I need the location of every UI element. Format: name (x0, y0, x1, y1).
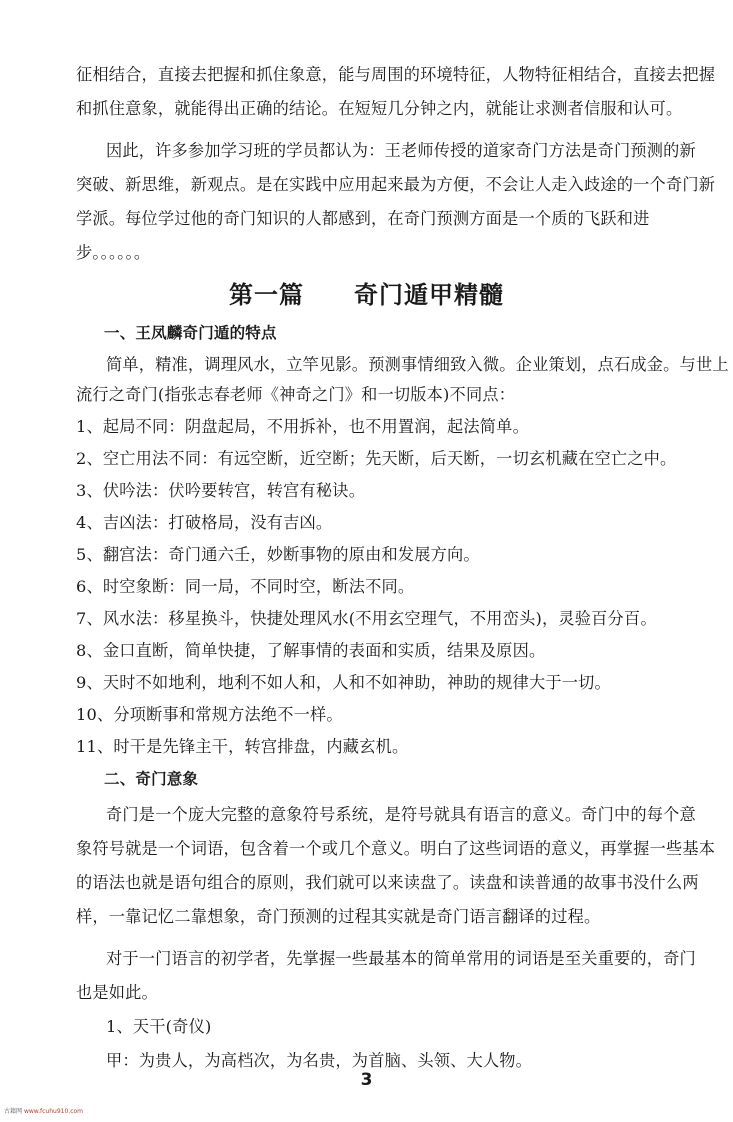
section-line: 甲：为贵人，为高档次，为名贵，为首脑、头领、大人物。 (106, 1051, 533, 1070)
intro-line: 因此，许多参加学习班的学员都认为：王老师传授的道家奇门方法是奇门预测的新 (106, 141, 696, 160)
list-item: 10、分项断事和常规方法绝不一样。 (76, 705, 343, 724)
list-item: 1、起局不同：阴盘起局，不用拆补，也不用置润，起法简单。 (76, 417, 529, 436)
section-line: 对于一门语言的初学者，先掌握一些最基本的简单常用的词语是至关重要的，奇门 (106, 949, 696, 968)
list-item: 5、翻宫法：奇门通六壬，妙断事物的原由和发展方向。 (76, 545, 480, 564)
list-item: 7、风水法：移星换斗，快捷处理风水(不用玄空理气，不用峦头)，灵验百分百。 (76, 609, 657, 628)
list-item: 11、时干是先锋主干，转宫排盘，内藏玄机。 (76, 737, 409, 756)
list-item: 2、空亡用法不同：有远空断，近空断；先天断，后天断，一切玄机藏在空亡之中。 (76, 449, 677, 468)
chapter-title: 第一篇 奇门遁甲精髓 (229, 281, 504, 309)
section-line: 流行之奇门(指张志春老师《神奇之门》和一切版本)不同点： (76, 385, 516, 404)
intro-line: 学派。每位学过他的奇门知识的人都感到，在奇门预测方面是一个质的飞跃和进 (76, 209, 650, 228)
list-item: 9、天时不如地利，地利不如人和，人和不如神助，神助的规律大于一切。 (76, 673, 611, 692)
page-number: 3 (360, 1070, 373, 1090)
list-item: 6、时空象断：同一局，不同时空，断法不同。 (76, 577, 415, 596)
section-line: 也是如此。 (76, 983, 158, 1002)
list-item: 3、伏吟法：伏吟要转宫，转宫有秘诀。 (76, 481, 366, 500)
list-item: 8、金口直断，简单快捷，了解事情的表面和实质，结果及原因。 (76, 641, 546, 660)
section-line: 奇门是一个庞大完整的意象符号系统，是符号就具有语言的意义。奇门中的每个意 (106, 805, 696, 824)
section-line: 象符号就是一个词语，包含着一个或几个意义。明白了这些词语的意义，再掌握一些基本 (76, 839, 716, 858)
footer-site: 古籍网 (4, 1108, 23, 1115)
intro-line: 和抓住意象，就能得出正确的结论。在短短几分钟之内，就能让求测者信服和认可。 (76, 99, 683, 118)
section-heading: 二、奇门意象 (104, 770, 199, 788)
intro-line: 征相结合，直接去把握和抓住象意，能与周围的环境特征，人物特征相结合，直接去把握 (76, 65, 716, 84)
section-line: 样，一靠记忆二靠想象，奇门预测的过程其实就是奇门语言翻译的过程。 (76, 907, 601, 926)
section-line: 1、天干(奇仪) (106, 1017, 212, 1036)
footer-watermark (4, 1106, 83, 1115)
intro-line: 突破、新思维，新观点。是在实践中应用起来最为方便，不会让人走入歧途的一个奇门新 (76, 175, 716, 194)
list-item: 4、吉凶法：打破格局，没有吉凶。 (76, 513, 333, 532)
intro-line: 步。。。。。。 (76, 243, 151, 262)
footer-url[interactable]: www.fcuhu910.com (23, 1108, 84, 1115)
section-line: 的语法也就是语句组合的原则，我们就可以来读盘了。读盘和读普通的故事书没什么两 (76, 873, 699, 892)
section-heading: 一、王凤麟奇门遁的特点 (104, 324, 277, 342)
section-line: 简单，精准，调理风水，立竿见影。预测事情细致入微。企业策划，点石成金。与世上 (106, 355, 729, 374)
